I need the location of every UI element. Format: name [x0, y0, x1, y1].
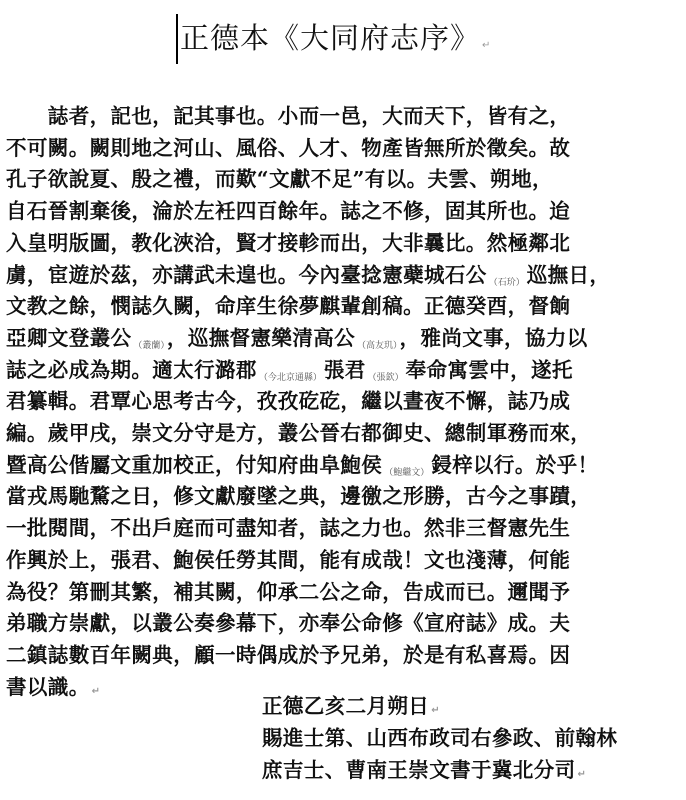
text-segment: 一批閱間，不出戶庭而可盡知者，誌之力也。然非三督憲先生: [6, 516, 571, 541]
text-segment: 巡撫日，: [526, 262, 611, 287]
inline-annotation: （叢蘭）: [133, 340, 165, 351]
text-line: [6, 671, 100, 703]
text-line: [6, 385, 570, 417]
text-line: [6, 480, 591, 512]
text-segment: 奉命寓雲中，遂托: [405, 357, 573, 382]
text-segment: 書以識。: [6, 674, 90, 699]
inline-annotation: （今北京通縣）: [258, 372, 322, 383]
text-line: [6, 132, 570, 164]
text-line: [6, 227, 570, 259]
text-line: [6, 576, 570, 608]
text-segment: 亞卿文登叢公: [6, 325, 132, 350]
text-segment: 文教之餘，憫誌久闕，命庠生徐夢麒輩創稿。正德癸酉，督餉: [6, 294, 571, 319]
signature-text: 賜進士第、山西布政司右參政、前翰林: [262, 726, 618, 750]
text-segment: 鋟梓以行。於乎！: [431, 452, 599, 477]
document-title[interactable]: [180, 18, 491, 66]
text-line: [6, 290, 570, 322]
signature-text: 庶吉士、曹南王崇文書于冀北分司: [262, 758, 576, 782]
inline-annotation: （高友玑）: [357, 340, 398, 351]
document-title-text: 正德本《大同府志序》: [180, 21, 481, 55]
signature-line: [262, 722, 617, 754]
text-segment: 孔子欲說夏、殷之禮，而歎“文獻不足”有以。夫雲、朔地，: [6, 167, 553, 192]
inline-annotation: （鮑繼文）: [384, 467, 430, 478]
title-row: [0, 14, 686, 64]
text-segment: 不可闕。闕則地之河山、風俗、人才、物產皆無所於徵矣。故: [6, 135, 571, 160]
text-line: [6, 639, 570, 671]
text-line: [6, 607, 570, 639]
text-segment: 作興於上，張君、鮑侯任勞其間，能有成哉！文也淺薄，何能: [6, 547, 571, 572]
text-line: [6, 163, 553, 195]
paragraph-mark-icon: ↵: [577, 769, 587, 780]
text-segment: 誌者，記也，記其事也。小而一邑，大而天下，皆有之，: [6, 104, 571, 128]
text-line: [6, 322, 588, 354]
text-segment: 暨高公偕屬文重加校正，付知府曲阜鮑侯: [6, 452, 383, 477]
text-segment: 張君: [323, 357, 366, 382]
text-line: [6, 354, 573, 386]
text-segment: 弟職方崇獻，以叢公奏參幕下，亦奉公命修《宣府誌》成。夫: [6, 611, 571, 636]
paragraph-mark-icon: ↵: [431, 705, 440, 716]
text-segment: 君纂輯。君覃心思考古今，孜孜矻矻，繼以晝夜不懈，誌乃成: [6, 389, 571, 414]
inline-annotation: （石玠）: [488, 277, 525, 288]
text-line: [6, 100, 570, 132]
paragraph-mark-icon: ↵: [482, 40, 492, 51]
text-segment: ，巡撫督憲樂清高公: [166, 325, 356, 350]
paragraph-mark-icon: ↵: [91, 685, 101, 697]
text-segment: 當戎馬馳騖之日，修文獻廢墜之典，邊徼之形勝，古今之事蹟，: [6, 484, 592, 509]
text-cursor: [176, 14, 178, 64]
text-segment: 誌之必成為期。適太行潞郡: [6, 357, 257, 382]
text-segment: 入皇明版圖，教化浹洽，賢才接軫而出，大非曩比。然極鄰北: [6, 230, 571, 255]
text-line: [6, 195, 570, 227]
text-segment: ，雅尚文事，協力以: [399, 325, 588, 350]
text-segment: 虜，宦遊於茲，亦講武未遑也。今內臺捻憲蘗城石公: [6, 262, 487, 287]
text-segment: 為役？第刪其繁，補其闕，仰承二公之命，告成而已。邇聞予: [6, 579, 571, 604]
text-line: [6, 417, 591, 449]
text-line: [6, 544, 570, 576]
text-segment: 二鎮誌數百年闕典，顧一時偶成於予兄弟，於是有私喜焉。因: [6, 642, 571, 667]
signature-line: [262, 690, 440, 722]
signature-text: 正德乙亥二月朔日: [262, 694, 430, 718]
inline-annotation: （張欽）: [367, 372, 404, 383]
text-segment: 編。歲甲戌，崇文分守是方，叢公晉右都御史、總制軍務而來，: [6, 421, 592, 445]
text-line: [6, 259, 610, 291]
text-segment: 自石晉割棄後，淪於左衽四百餘年。誌之不修，固其所也。迨: [6, 199, 571, 224]
text-line: [6, 449, 598, 481]
signature-line: [262, 754, 586, 786]
text-line: [6, 512, 570, 544]
